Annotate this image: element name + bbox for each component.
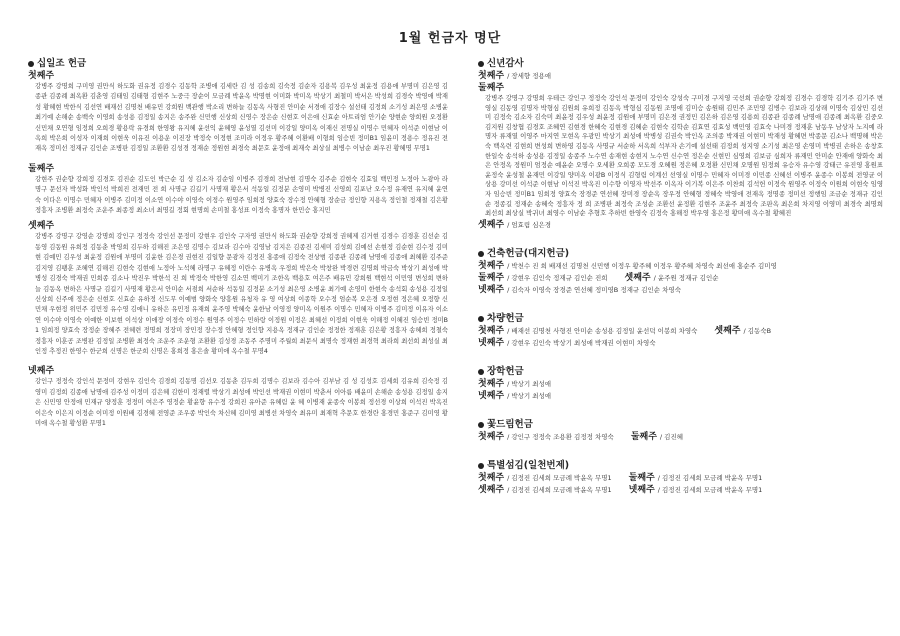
section-title-text: 특별섬김(일천번제) [487, 459, 570, 471]
section-title [478, 460, 883, 472]
week-label: 둘째주 [28, 163, 55, 174]
right-column [478, 58, 883, 505]
week-label: 넷째주 [478, 390, 505, 401]
names-list: / 김정진 김세희 모금례 박윤옥 무명1 [657, 485, 763, 494]
left-column [28, 58, 448, 438]
week-row [478, 378, 883, 390]
names-list: / 김숙자 이영숙 장경준 연선혜 정미영B 정재규 김인순 차영숙 [507, 285, 681, 294]
names-list: / 엄효림 심은경 [507, 220, 552, 229]
tithe-section [28, 58, 448, 429]
building-offering-section [478, 248, 883, 296]
section-title [478, 248, 883, 260]
week-row [478, 337, 883, 349]
names-list: 강현주 권순향 강희정 김경호 김진순 김도인 박근순 김 성 김소자 김순임 이병주 김경희 전남현 김명숙 김주순 김현숙 김효일 백민정 노정아 노광아 라명구 문선자 박성화 박인석 박희진 전재민 전 희 사명규 김길기 사명재 황은서 석동일 김정분 손영미 박병진 신영희 김포난 오수정 유재연 유지혜 윤연숙 이다은 이명수 민혜자 이병주 김미정 이소연 이수야 이영숙 이정수 원영주 임희정 양효숙 장수정 안혜형 장순금 정인향 지용옥 정인철 정재철 김은황 정흥자 조병환 최정숙 조운주 최종정 최소녀 최명길 정회 현명희 손미철 홍성표 이정숙 홍명자 한민승 홍지민 [35, 175, 448, 215]
week-label: 첫째주 [478, 431, 505, 442]
vehicle-offering-section [478, 313, 883, 349]
names-list: / 강현우 김인숙 박상기 최성애 박재권 이현미 차영숙 [507, 338, 656, 347]
week-label: 첫째주 [478, 378, 505, 389]
names-list: / 강인구 정정숙 조용환 김정정 차영숙 [507, 432, 614, 441]
section-title-text: 십일조 헌금 [37, 58, 87, 69]
names-list: / 김정진 김세희 모금례 박윤옥 무명1 [657, 473, 763, 482]
week-row [478, 472, 883, 484]
section-title [478, 313, 883, 325]
week-row [478, 272, 883, 284]
names-list: / 김동숙B [743, 326, 772, 335]
names-list: / 장세향 정용애 [507, 72, 552, 80]
names-list: / 박상기 최성애 [507, 379, 552, 388]
week-label: 셋째주 [624, 272, 651, 283]
names-list: / 김정진 김세희 모금례 박윤옥 무명1 [507, 485, 612, 494]
week-label: 넷째주 [628, 484, 655, 495]
section-title-text: 신년감사 [487, 58, 524, 69]
section-title [478, 419, 883, 431]
bullet-icon [478, 463, 484, 469]
bullet-icon [478, 369, 484, 375]
new-year-thanks-section [478, 58, 883, 231]
week-label: 둘째주 [628, 472, 655, 483]
names-list: 강인구 정정숙 강인석 문정미 강현우 김인숙 김경희 김동명 김선오 김동춘 김두희 김명수 김보라 김수아 김부남 김 성 김성호 김세희 김유희 김숙정 김영미 김정희 김종애 남명애 김주성 이정미 김은혜 김한미 정재렬 박상기 최성애 박인선 박재권 이현미 박춘서 이아름 배윤미 손해순 송성용 김정일 송지은 신민영 안정애 민재규 양정훈 정정미 여은주 영정순 황윤향 유수정 강희진 유아준 유혜림 윤 혜 이병재 윤종숙 이봉희 정선경 이상희 이석진 박옥진 이은숙 이은지 이정순 이미정 이원배 김경혜 전영준 조우종 박인숙 차신혜 김미영 최병선 차영숙 최유미 최재혁 추문호 한경란 홍경민 홍준구 김미영 황미애 옥수철 황성환 무명1 [35, 378, 448, 427]
section-title [478, 366, 883, 378]
week-label: 셋째주 [714, 325, 741, 336]
bullet-icon [478, 61, 484, 67]
names-list: 강병주 강명구 강명희 우테근 강인구 정정숙 강인석 문정미 강인숙 강성숙 구미경 구지영 국선희 권순향 강희정 김경수 김경학 김기주 김기주 변영실 김동영 김명자 박형심 김원희 유희정 김동옥 박형심 김동원 조명애 김미승 송원태 김민주 조민영 김병수 김보라 김상래 이명숙 김상민 김선미 김정숙 김소자 김숙미 최윤정 김우성 최윤정 김원애 부명미 김은경 권정민 김은하 김은영 김용희 김종관 김종례 남명애 김종례 최옥환 김중오 김지원 김창협 김경호 조혜연 김현경 한혜숙 김현경 김혜순 김현숙 김학순 김효연 김효성 백민영 김효숙 나미경 정재훈 남동우 남상자 노지예 라명자 류재열 이영주 마지연 모현옥 우광민 박상기 최성애 박병성 김권숙 박인옥 조의종 박재권 이현미 박재성 황혜면 박종문 김소나 백명해 박은숙 백옥련 김현희 변성희 변하영 김동옥 사명규 서순하 서옥희 석부자 손기예 설선태 김정희 성지영 소기성 최은영 손영미 박병권 손하은 송창호 한일숙 송석하 송성용 김정일 송종주 노수연 송재현 송현지 노수연 신수연 정은순 신현민 심영희 김보금 심희자 류재민 안미순 안재애 양화숙 최 은 안정옥 정원미 엄정순 예윤순 오명수 오세환 오희종 모도경 오혜원 정은혜 오정환 신민채 오명원 임정희 유승자 유수영 강태근 유진영 홍원표 윤정숙 윤성철 윤재민 이강일 양미옥 이광B 이정식 김형림 이계선 선영실 이명수 민혜자 이미경 이민종 신혜선 이병주 윤종수 이봉희 전영균 이상용 강미선 이석준 이현남 이석진 박옥진 이수향 이영자 박선주 이옥자 이기복 이은주 이찬희 김석헌 이정숙 원영주 이정숙 이원희 이현숙 임영자 임승빈 정미B1 임희정 양효숙 장경준 연선혜 장미경 장순옥 장우정 안혜형 정혜숙 박영애 전재옥 정명종 정미선 정행임 조금순 정재규 김인순 정종길 정재순 송혜숙 정흥자 정 희 조병판 최정숙 조성순 조환선 윤정환 김현주 조윤주 최정숙 조판옥 최은희 차지영 이영미 최경숙 최명희 최선희 최상실 박귀녀 최영수 이남순 추형호 추하빈 한영숙 김정숙 홍해정 박우영 홍은정 황미애 옥수철 황혜진 [485, 94, 883, 218]
names-list: / 박천수 진 희 배재선 김명천 신민행 이정우 황주혜 이정우 황주혜 차영숙 최선애 홍순주 김미영 [507, 261, 777, 270]
flower-offering-section [478, 419, 883, 443]
names-list: / 강현우 김인숙 정재규 김인순 진희 [507, 273, 608, 282]
week-label: 첫째주 [478, 71, 505, 81]
week-row [478, 219, 883, 231]
week-label: 셋째주 [478, 484, 505, 495]
names-list: 강병주 강명희 구미영 권만식 하도화 권유정 김경수 김동학 조병애 김세란 김 성 김송희 김숙정 김순자 김용복 김우성 최윤정 김용애 부명미 김은영 김종관 김종례 최옥환 김춘영 김태임 김태형 김현주 노중극 장순이 모금례 박윤옥 박명현 이미화 박미옥 박상기 최철미 박서은 박성희 김경숙 박영애 박재성 황혜현 박한식 김선연 배재선 김명천 배유민 강희원 백관행 박소리 변하늘 김동옥 사형진 안미순 서경애 김장수 설선태 김정희 소기성 최은영 소병윤 최기예 손해순 송백숙 이영희 송성용 김정일 송지은 송주완 신민행 신상희 신영수 장은순 신현호 이은애 신효순 아트리엄 안기순 양현순 양희원 오정환 신민채 오연형 임정희 오희경 황용락 유경희 한영왕 유지혜 윤선익 윤혜영 윤성열 김선미 이강일 양미옥 이재신 전명실 이명수 민혜자 이석준 이현남 이옥희 박은희 이성자 이재희 이현욱 이유진 이용운 이진장 박정숙 이정현 조미라 이정우 황주혜 이환배 이형희 임승빈 정미B1 임윤미 정용수 정유진 전재옥 정미선 정재규 김인순 조병판 김정일 조환환 김성경 정재순 정원현 최경숙 최문호 윤정애 최재숙 최상실 최병수 이남순 최우진 황혜명 무명1 [35, 83, 448, 153]
week-row [478, 325, 883, 337]
tithe-section-title [28, 58, 448, 70]
section-title-text: 건축헌금(대지헌금) [487, 247, 570, 259]
week-row [478, 484, 883, 496]
names-list: / 김진혜 [659, 432, 683, 441]
bullet-icon [478, 422, 484, 428]
names-list: / 윤주원 정재규 김인순 [653, 273, 719, 282]
bullet-icon [478, 316, 484, 322]
scholarship-offering-section [478, 366, 883, 402]
week-row [478, 390, 883, 402]
special-service-section [478, 460, 883, 496]
week-row [478, 260, 883, 272]
week-label: 둘째주 [478, 272, 505, 283]
week-label: 둘째주 [478, 83, 505, 93]
week-row [478, 70, 883, 82]
section-title-text: 차량헌금 [487, 312, 524, 324]
week-row [478, 431, 883, 443]
week-label: 넷째주 [28, 366, 55, 377]
week-row [478, 284, 883, 296]
names-list: 강병주 강명구 강영순 강명희 강인구 정정숙 강인선 문정미 강현우 김인숙 구자영 권만식 하도화 권순향 강희정 권혜제 김거현 김경수 김경훈 김선순 김동영 김동원 유희정 김동춘 박영희 김두하 김해진 조은영 김명수 김보라 김수아 김영남 김지은 김종진 김세미 김성희 김예선 손현정 김순현 김수정 김미현 김예민 김우성 최윤정 김원애 부명미 김윤한 김은경 권현진 김일향 문광자 김정진 홍종애 김정숙 전상범 김종관 김종례 남명애 김종애 최혜환 김주준 김지영 김팽훈 조혜연 김해진 김현숙 김현애 노정아 노석혜 라명구 유혜정 이란수 유병옥 우정희 박은숙 박창완 박경련 김명희 박금숙 박상기 최성애 박병성 김경숙 박재권 민희종 김소나 박진우 박한석 진 희 박정숙 박한영 김소연 백미기 조한옥 백용호 여은주 배유민 강희원 백현석 이민영 변성희 변하늘 김동옥 변하은 사명규 김길기 사명재 황은서 안미순 서점희 서순하 석동일 김정분 소기성 최은영 소병윤 최기예 손영미 한현숙 송석회 송성용 김정일 신상희 신주애 정은순 신현호 신효순 유하정 신도무 이예범 양화숙 양흥원 유청자 유 영 여상희 이종학 오수정 엄순복 오은경 오정현 정은혜 오정향 신민채 우현정 위민주 김민정 유수영 김애니 유하은 유민정 유재희 윤주영 박혜숙 윤한남 이영정 양미옥 이원주 이명수 민혜자 이병주 김미정 이유자 이소연 이수야 이영숙 이예한 이보현 이석상 이애장 이정숙 이정수 원영주 이정수 민하랑 이정원 이정은 최혜선 이정희 이현욱 이해정 이혜진 임승빈 정미B1 임희정 양효숙 장정순 장혜주 전혜련 정명희 정장미 장민정 장수정 안혜형 정인향 지용옥 정재규 김인순 정정한 정재훈 김은황 정흥자 송혜희 정철숙 정흥자 이훈공 조병판 김정일 조병환 최정숙 조운주 조운형 조환환 김성경 조동주 주명미 주월희 최문식 최명숙 정재현 최경혁 최라희 최선희 최성실 최인정 추정진 한영수 한군희 신명은 한군희 신명은 홍희정 홍은솔 황미애 옥수철 무명4 [35, 233, 448, 355]
week-label: 첫째주 [478, 260, 505, 271]
week-label: 첫째주 [478, 325, 505, 336]
page-title: 1월 헌금자 명단 [398, 31, 502, 46]
names-list: / 박상기 최성애 [507, 391, 552, 400]
week-label: 넷째주 [478, 337, 505, 348]
week-label: 첫째주 [478, 472, 505, 483]
names-list: / 배재선 김명천 사형진 안미순 송성용 김정일 윤선덕 이봉희 차영숙 [507, 326, 698, 335]
section-title-text: 꽃드림헌금 [487, 418, 533, 430]
bullet-icon [28, 61, 34, 67]
section-title-text: 장학헌금 [487, 365, 524, 377]
week-label: 넷째주 [478, 284, 505, 295]
week-label: 둘째주 [630, 431, 657, 442]
section-title [478, 58, 883, 70]
bullet-icon [478, 251, 484, 257]
week-label: 셋째주 [478, 219, 505, 230]
week-label: 셋째주 [28, 221, 55, 232]
names-list: / 김정진 김세희 모금례 박윤옥 무명1 [507, 473, 612, 482]
week-label: 첫째주 [28, 71, 55, 81]
